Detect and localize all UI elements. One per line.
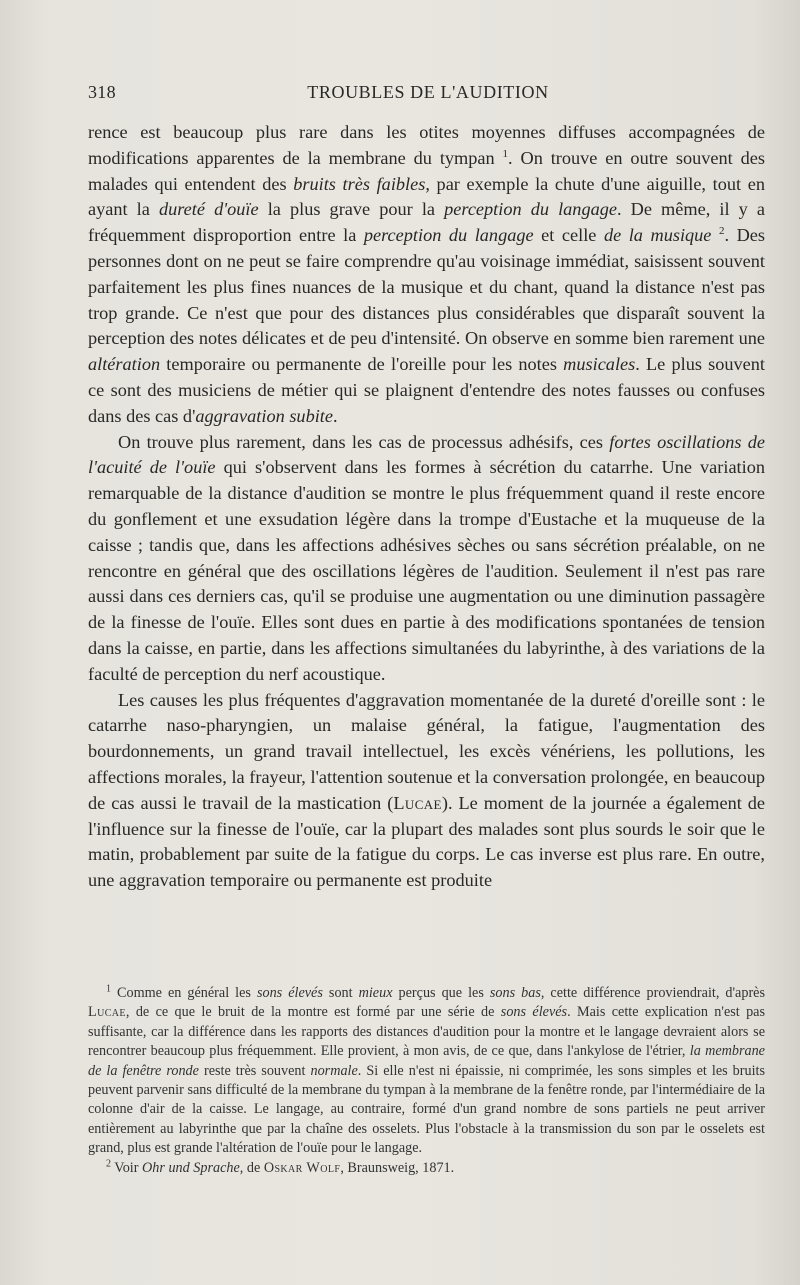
text-run: Les causes les plus fréquentes d'aggravation momentanée de la dureté d'oreille sont : le catarrhe naso-pharyngien, un malaise général, la fatigue, l'augmentation des bourdonnements, un grand travail intellectuel, les excès vénériens, les pollutions, les affections morales, la frayeur, l'attention soutenue et la conversation prolongée, en beaucoup de cas aussi le travail de la mastication ( xyxy=(88,689,765,813)
italic-text: fortes oscillations de l'acuité de l'ouïe xyxy=(88,431,765,478)
main-text xyxy=(88,120,765,894)
italic-text: Ohr und Sprache xyxy=(142,1159,240,1176)
italic-text: sons élevés xyxy=(500,1004,568,1021)
italic-text: de la musique xyxy=(603,225,712,246)
italic-text: mieux xyxy=(358,985,393,1001)
text-run: . Mais cette explication n'est pas suffisante, car la différence dans les rapports des distances d'audition pour la montre et le langage devraient alors se rencontrer beaucoup plus fréquemment. Elle provient, à mon avis, de ce que, dans l'ankylose de l'étrier, xyxy=(88,1004,765,1060)
paragraph xyxy=(88,430,765,688)
text-run: . On trouve en outre souvent des malades qui entendent des xyxy=(88,147,765,194)
text-run xyxy=(711,225,719,245)
text-run: , cette différence proviendrait, d'après xyxy=(540,985,765,1001)
italic-text: sons bas xyxy=(489,985,541,1001)
text-run: . Des personnes dont on ne peut se faire comprendre qu'au voisinage immédiat, saisissent souvent parfaitement les plus fines nuances de la musique et du chant, quand la distance n'est pas trop grande. Ce n'est que pour des distances plus considérables que disparaît souvent la perception des notes délicates et de peu d'intensité. On observe en somme bien rarement une xyxy=(88,225,766,349)
text-run: la plus grave pour la xyxy=(258,199,445,220)
footnote-number: 2 xyxy=(106,1157,111,1169)
author-name: Lucae xyxy=(393,792,442,813)
text-run: Voir xyxy=(114,1159,143,1176)
italic-text: la membrane de la fenêtre ronde xyxy=(88,1043,765,1079)
text-run: , par exemple la chute d'une aiguille, tout en ayant la xyxy=(88,173,765,220)
italic-text: musicales xyxy=(563,354,636,375)
text-run: temporaire ou permanente de l'oreille pour les notes xyxy=(160,354,564,375)
text-run: rence est beaucoup plus rare dans les otites moyennes diffuses accompagnées de modifications apparentes de la membrane du tympan xyxy=(88,122,765,168)
running-title: TROUBLES DE L'AUDITION xyxy=(307,82,549,102)
text-run: . xyxy=(332,405,338,426)
italic-text: altération xyxy=(88,354,161,375)
author-name: Oskar Wolf xyxy=(263,1159,341,1176)
footnote-marker: 2 xyxy=(718,225,725,238)
page-header xyxy=(88,82,768,108)
italic-text: aggravation subite xyxy=(195,405,333,426)
footnote xyxy=(88,984,765,1159)
author-name: Lucae xyxy=(88,1004,126,1021)
footnote xyxy=(88,1159,765,1178)
text-run: Comme en général les xyxy=(117,985,257,1001)
text-run: , de ce que le bruit de la montre est formé par une série de xyxy=(125,1004,501,1021)
paragraph xyxy=(88,120,765,430)
footnote-marker: 1 xyxy=(502,147,509,160)
text-run: On trouve plus rarement, dans les cas de processus adhésifs, ces xyxy=(118,431,610,452)
text-run: sont xyxy=(322,985,359,1001)
italic-text: sons élevés xyxy=(256,985,323,1001)
italic-text: perception du langage xyxy=(363,225,534,246)
text-run: perçus que les xyxy=(392,985,490,1001)
page-number: 318 xyxy=(88,82,116,102)
footnotes xyxy=(88,984,765,1178)
footnote-number: 1 xyxy=(106,983,111,995)
italic-text: normale xyxy=(310,1062,358,1079)
text-run: qui s'observent dans les formes à sécrétion du catarrhe. Une variation remarquable de la distance d'audition se montre le plus fréquemment quand il reste encore du gonflement et une exsudation légère dans la trompe d'Eustache et la muqueuse de la caisse ; tandis que, dans les affections adhésives sèches ou sans sécrétion préalable, on ne rencontre en général que des oscillations légères de l'audition. Seulement il n'est pas rare aussi dans ces derniers cas, qu'il se produise une augmentation ou une diminution passagère de la finesse de l'ouïe. Elles sont dues en partie à des modifications spontanées de tension dans la caisse, en partie, dans les affections simultanées du labyrinthe, à des variations de la faculté de perception du nerf acoustique. xyxy=(88,457,765,684)
italic-text: perception du langage xyxy=(444,199,617,220)
text-run: ). Le moment de la journée a également de l'influence sur la finesse de l'ouïe, car la plupart des malades sont plus sourds le soir que le matin, probablement par suite de la fatigue du corps. Le cas inverse est plus rare. En outre, une aggravation temporaire ou permanente est produite xyxy=(88,792,765,891)
text-run: et celle xyxy=(533,225,604,246)
text-run: , Braunsweig, 1871. xyxy=(340,1159,455,1176)
paragraph xyxy=(88,688,765,894)
italic-text: dureté d'ouïe xyxy=(158,199,259,220)
text-run: . Le plus souvent ce sont des musiciens de métier qui se plaignent d'entendre des notes fausses ou confuses dans des cas d' xyxy=(88,354,765,426)
text-run: . De même, il y a fréquemment disproportion entre la xyxy=(88,199,765,246)
text-run: , de xyxy=(239,1159,264,1176)
text-run: reste très souvent xyxy=(198,1062,311,1079)
italic-text: bruits très faibles xyxy=(293,173,426,194)
text-run: . Si elle n'est ni épaissie, ni comprimée, les sons simples et les bruits peuvent parvenir sans difficulté de la membrane du tympan à la membrane de la fenêtre ronde, par l'intermédiaire de la colonne d'air de la caisse. Le langage, au contraire, formé d'un grand nombre de sons partiels ne peut arriver entièrement au labyrinthe que par la chaîne des osselets. Plus l'obstacle à la transmission du son par le osselets est grand, plus est grande l'altération de l'ouïe pour le langage. xyxy=(88,1062,765,1157)
